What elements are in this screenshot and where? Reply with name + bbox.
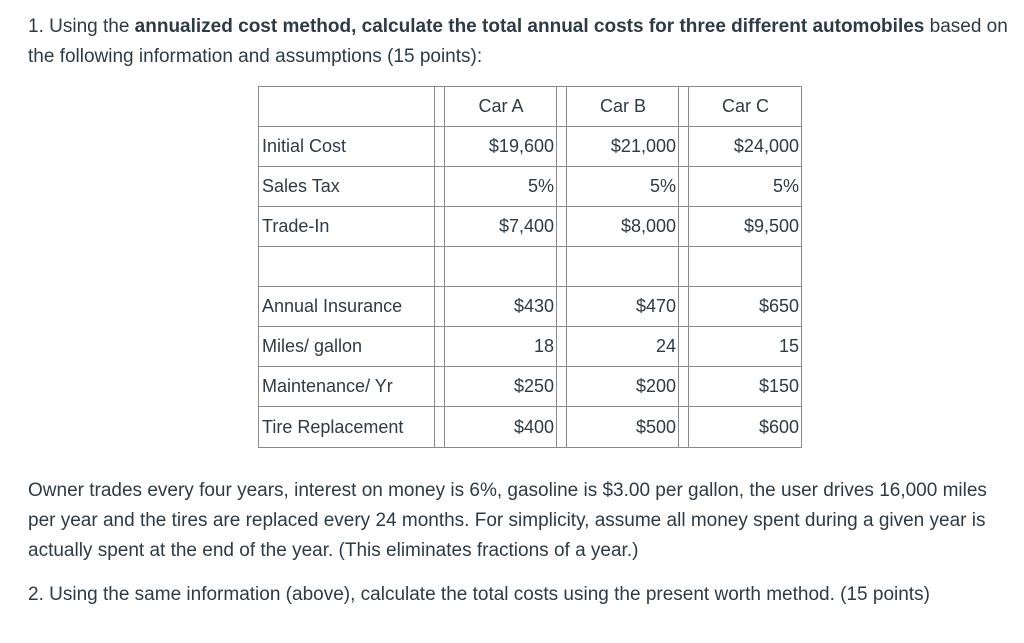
table-row xyxy=(259,127,801,167)
spacer-cell xyxy=(679,287,689,327)
row-label: Trade-In xyxy=(259,207,435,247)
spacer-cell xyxy=(679,167,689,207)
question-1-suffix: based on the following information and assumptions (15 points): xyxy=(28,16,1008,67)
cell-car-a: 5% xyxy=(445,167,557,207)
spacer-cell xyxy=(679,327,689,367)
row-label: Initial Cost xyxy=(259,127,435,167)
table-row xyxy=(259,407,801,447)
spacer-cell xyxy=(557,127,567,167)
table-header-row xyxy=(259,87,801,127)
spacer-cell xyxy=(435,167,445,207)
cell-car-c: $650 xyxy=(689,287,801,327)
cell-car-a: $250 xyxy=(445,367,557,407)
cell-car-a: $19,600 xyxy=(445,127,557,167)
cell-car-c: $150 xyxy=(689,367,801,407)
question-1-bold: annualized cost method, calculate the total annual costs for three different automobiles xyxy=(134,16,925,37)
header-car-b: Car B xyxy=(567,87,679,127)
row-label: Sales Tax xyxy=(259,167,435,207)
cell-car-a: $7,400 xyxy=(445,207,557,247)
spacer-cell xyxy=(557,407,567,447)
cost-table xyxy=(258,86,802,448)
table-row xyxy=(259,167,801,207)
spacer-cell xyxy=(435,327,445,367)
spacer-cell xyxy=(435,247,445,287)
row-label: Annual Insurance xyxy=(259,287,435,327)
spacer-cell xyxy=(679,87,689,127)
table-row xyxy=(259,367,801,407)
spacer-cell xyxy=(435,207,445,247)
cell-car-a xyxy=(445,247,557,287)
cell-car-a: $430 xyxy=(445,287,557,327)
spacer-cell xyxy=(557,247,567,287)
cell-car-c: $24,000 xyxy=(689,127,801,167)
spacer-cell xyxy=(557,167,567,207)
table-row xyxy=(259,327,801,367)
row-label: Miles/ gallon xyxy=(259,327,435,367)
row-label: Tire Replacement xyxy=(259,407,435,447)
row-label xyxy=(259,247,435,287)
cell-car-c: 5% xyxy=(689,167,801,207)
cell-car-b: 5% xyxy=(567,167,679,207)
spacer-cell xyxy=(679,367,689,407)
cell-car-c: 15 xyxy=(689,327,801,367)
cell-car-b: $500 xyxy=(567,407,679,447)
spacer-cell xyxy=(435,87,445,127)
spacer-cell xyxy=(435,407,445,447)
table-row-empty xyxy=(259,247,801,287)
spacer-cell xyxy=(435,127,445,167)
row-label: Maintenance/ Yr xyxy=(259,367,435,407)
spacer-cell xyxy=(557,327,567,367)
table-row xyxy=(259,287,801,327)
cell-car-c: $9,500 xyxy=(689,207,801,247)
table-row xyxy=(259,207,801,247)
header-label-cell xyxy=(259,87,435,127)
spacer-cell xyxy=(557,367,567,407)
spacer-cell xyxy=(679,207,689,247)
question-1 xyxy=(28,12,1018,72)
assumptions-paragraph: Owner trades every four years, interest on money is 6%, gasoline is $3.00 per gallon, the user drives 16,000 miles per year and the tires are replaced every 24 months. For simplicity, assume all money spent during a given year is actually spent at the end of the year. (This eliminates fractions of a year.) xyxy=(28,480,987,561)
spacer-cell xyxy=(557,287,567,327)
header-car-a: Car A xyxy=(445,87,557,127)
spacer-cell xyxy=(679,407,689,447)
cell-car-c: $600 xyxy=(758,416,799,437)
spacer-cell xyxy=(435,367,445,407)
cell-car-b: $21,000 xyxy=(567,127,679,167)
cell-car-a: $400 xyxy=(445,407,557,447)
spacer-cell xyxy=(557,207,567,247)
cell-car-b: $8,000 xyxy=(567,207,679,247)
cell-car-b: $200 xyxy=(567,367,679,407)
cell-car-b: 24 xyxy=(567,327,679,367)
question-1-prefix: 1. Using the xyxy=(28,16,135,37)
cell-car-a: 18 xyxy=(445,327,557,367)
header-car-c: Car C xyxy=(689,87,801,127)
cell-car-c xyxy=(689,247,801,287)
cell-car-b xyxy=(567,247,679,287)
spacer-cell xyxy=(557,87,567,127)
spacer-cell xyxy=(435,287,445,327)
question-2: 2. Using the same information (above), calculate the total costs using the present worth method. (15 points) xyxy=(28,584,930,605)
cell-car-b: $470 xyxy=(567,287,679,327)
spacer-cell xyxy=(679,127,689,167)
spacer-cell xyxy=(679,247,689,287)
